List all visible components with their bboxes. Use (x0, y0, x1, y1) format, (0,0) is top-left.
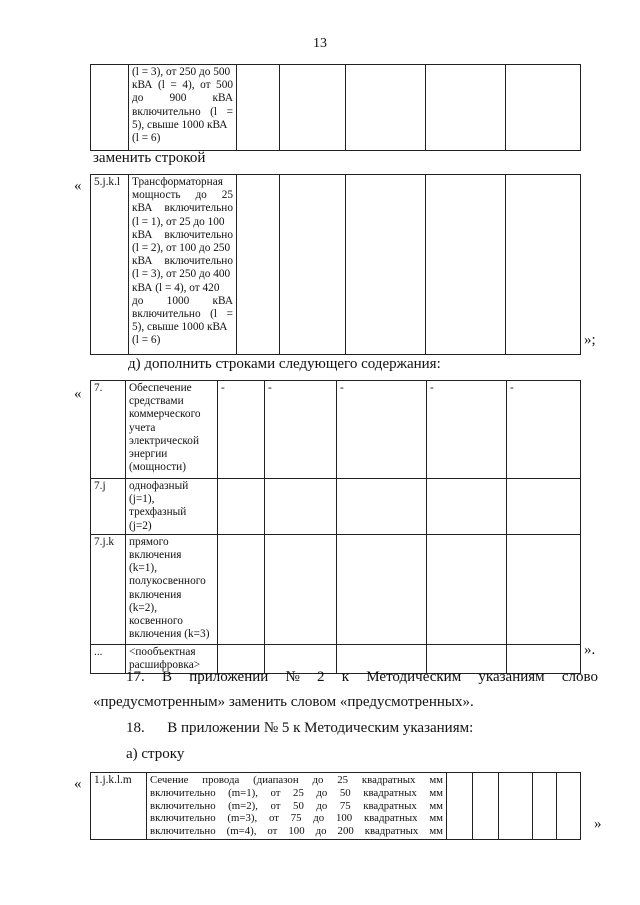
paragraph-17-line2: «предусмотренным» заменить словом «предусмотренных». (93, 694, 474, 710)
desc-line: коммерческого (129, 408, 201, 421)
word: слово (561, 669, 598, 685)
word: указаниям (478, 669, 545, 685)
value-cell: - (218, 381, 265, 479)
desc-line: (j=2) (129, 519, 152, 532)
desc-line: электрической (129, 434, 200, 447)
desc-cell (126, 534, 218, 644)
code-cell: 7.j (91, 479, 126, 535)
desc-line: 5), свыше 1000 кВА (132, 321, 228, 334)
desc-line: до 900 кВА (132, 92, 233, 105)
desc-line: кВА (l = 4), от 420 (132, 281, 220, 294)
desc-line: (l = 2), от 100 до 250 (132, 242, 231, 255)
table-top-fragment (90, 64, 581, 151)
value-cell (265, 534, 337, 644)
desc-line: <пообъектная (129, 645, 196, 658)
desc-line: расшифровка> (129, 659, 201, 672)
quote-close-semicolon: »; (584, 332, 596, 348)
desc-line: (l = 6) (132, 132, 161, 145)
quote-close-period: ». (584, 642, 596, 658)
desc-line: (l = 3), от 250 до 400 (132, 268, 231, 281)
desc-line: энергии (129, 448, 168, 461)
desc-line: включения (129, 549, 182, 562)
desc-line: Сечение провода (диапазон до 25 квадратных мм (150, 774, 443, 786)
desc-line: косвенного (129, 615, 183, 628)
table-replacement-row (90, 174, 581, 355)
value-cell (218, 479, 265, 535)
value-cell (218, 534, 265, 644)
word: Методическим (366, 669, 462, 685)
value-cell: - (507, 381, 581, 479)
desc-line: (j=1), (129, 493, 155, 506)
value-cell (507, 479, 581, 535)
desc-line: кВА (l = 4), от 500 (132, 79, 233, 92)
desc-cell (147, 773, 447, 840)
table-row (91, 479, 581, 535)
paragraph-18: 18. В приложении № 5 к Методическим указаниям: (126, 720, 474, 736)
word: к (341, 669, 350, 685)
code-cell (91, 65, 129, 151)
replace-with-text: заменить строкой (93, 150, 206, 166)
table-added-rows (90, 380, 581, 674)
value-cell (427, 534, 507, 644)
item-a-text: а) строку (126, 746, 185, 762)
desc-line: включения (k=3) (129, 628, 210, 641)
desc-line: Трансформаторная (132, 176, 223, 188)
value-cell: - (427, 381, 507, 479)
code-cell: 1.j.k.l.m (91, 773, 147, 840)
value-cell (427, 479, 507, 535)
item-d-text: д) дополнить строками следующего содержания: (128, 356, 441, 372)
word: В (161, 669, 172, 685)
desc-line: кВА включительно (132, 202, 233, 215)
page-number: 13 (313, 36, 327, 51)
word: приложении (189, 669, 269, 685)
desc-line: до 1000 кВА (132, 294, 233, 307)
value-cell (337, 534, 427, 644)
desc-line: (k=2), (129, 601, 158, 614)
desc-line: включительно (l = (132, 105, 233, 118)
desc-line: включения (129, 588, 182, 601)
desc-line: включительно (l = (132, 308, 233, 321)
code-cell: ... (91, 644, 126, 673)
desc-line: включительно (m=4), от 100 до 200 квадратных мм (150, 825, 443, 838)
value-cell (507, 534, 581, 644)
desc-line: кВА включительно (132, 228, 233, 241)
desc-line: средствами (129, 395, 184, 408)
quote-open: « (74, 386, 82, 402)
quote-open: « (74, 178, 82, 194)
desc-line: (мощности) (129, 461, 186, 474)
desc-cell (126, 479, 218, 535)
word: 17. (126, 669, 145, 685)
desc-line: трехфазный (129, 506, 187, 519)
value-cell: - (337, 381, 427, 479)
word: 2 (317, 669, 325, 685)
value-cell: - (265, 381, 337, 479)
code-cell: 7. (91, 381, 126, 479)
desc-line: (l = 3), от 250 до 500 (132, 66, 231, 78)
code-cell: 7.j.k (91, 534, 126, 644)
value-cell (265, 479, 337, 535)
table-bottom-row (90, 772, 581, 840)
table-row (91, 534, 581, 644)
code-cell: 5.j.k.l (91, 175, 129, 355)
desc-line: учета (129, 421, 156, 434)
desc-line: включительно (m=3), от 75 до 100 квадратных мм (150, 812, 443, 825)
table-row (91, 381, 581, 479)
desc-line: (k=1), (129, 562, 158, 575)
desc-line: 5), свыше 1000 кВА (132, 118, 228, 131)
desc-line: включительно (m=2), от 50 до 75 квадратных мм (150, 799, 443, 812)
quote-open: « (74, 776, 82, 792)
desc-cell (126, 381, 218, 479)
paragraph-17-line1 (126, 669, 598, 686)
desc-line: мощность до 25 (132, 189, 233, 202)
quote-close: » (594, 816, 602, 832)
desc-line: однофазный (129, 480, 189, 492)
word: № (285, 669, 300, 685)
value-cell (337, 479, 427, 535)
desc-line: Обеспечение (129, 382, 192, 394)
desc-cell (129, 65, 237, 151)
desc-line: (l = 6) (132, 334, 161, 347)
desc-line: полукосвенного (129, 575, 206, 588)
desc-line: кВА включительно (132, 255, 233, 268)
desc-line: (l = 1), от 25 до 100 (132, 215, 225, 228)
desc-line: прямого (129, 535, 169, 548)
desc-line: включительно (m=1), от 25 до 50 квадратных мм (150, 786, 443, 799)
desc-cell (129, 175, 237, 355)
